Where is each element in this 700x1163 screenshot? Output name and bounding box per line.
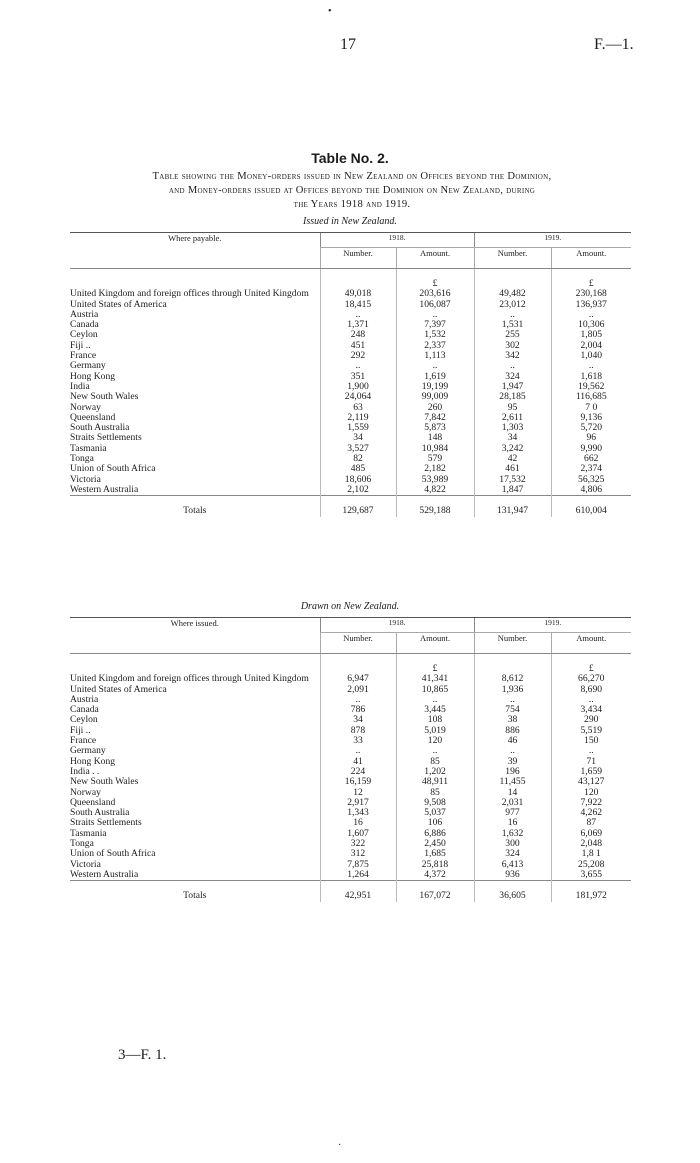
number-1918: 7,875 bbox=[320, 860, 396, 870]
number-header: Number. bbox=[474, 633, 551, 654]
number-1919: 1,936 bbox=[474, 685, 551, 695]
place-name: Victoria bbox=[70, 474, 101, 485]
number-1919: 34 bbox=[474, 433, 551, 443]
amount-1918: 19,199 bbox=[396, 382, 474, 392]
amount-1919: 66,270 bbox=[551, 674, 631, 684]
amount-1918: 99,009 bbox=[396, 392, 474, 402]
place-name: Germany bbox=[70, 361, 106, 372]
number-1918: 1,559 bbox=[320, 423, 396, 433]
number-1918: 2,119 bbox=[320, 413, 396, 423]
place-name: Tonga bbox=[70, 454, 94, 465]
amount-header: Amount. bbox=[551, 248, 631, 269]
number-1918: 33 bbox=[320, 736, 396, 746]
amount-1918: 1,685 bbox=[396, 849, 474, 859]
number-1919: 255 bbox=[474, 330, 551, 340]
number-1918: 2,917 bbox=[320, 798, 396, 808]
amount-1919: 136,937 bbox=[551, 300, 631, 310]
table-row bbox=[70, 485, 631, 496]
number-1919: .. bbox=[474, 695, 551, 705]
number-1919: 754 bbox=[474, 705, 551, 715]
amount-1919: 9,136 bbox=[551, 413, 631, 423]
place-name: Tasmania bbox=[70, 443, 107, 454]
place-name: Germany bbox=[70, 746, 106, 757]
amount-1919: 230,168 bbox=[551, 289, 631, 299]
totals-label: Totals bbox=[70, 881, 320, 902]
number-1918: 6,947 bbox=[320, 674, 396, 684]
place-name: Tasmania bbox=[70, 828, 107, 839]
number-1919: 28,185 bbox=[474, 392, 551, 402]
place-name: New South Wales bbox=[70, 392, 139, 403]
total-number-1919: 36,605 bbox=[474, 881, 551, 902]
place-name: France bbox=[70, 736, 97, 747]
place-name: United Kingdom and foreign offices through United Kingdom bbox=[70, 289, 309, 300]
number-1918: .. bbox=[320, 361, 396, 371]
place-name: Austria bbox=[70, 694, 99, 705]
pound-sign: £ bbox=[396, 269, 474, 290]
amount-1918: 5,873 bbox=[396, 423, 474, 433]
number-1918: 322 bbox=[320, 839, 396, 849]
amount-1919: 2,004 bbox=[551, 341, 631, 351]
amount-1918: 1,202 bbox=[396, 767, 474, 777]
number-1918: 24,064 bbox=[320, 392, 396, 402]
number-1919: 936 bbox=[474, 870, 551, 881]
number-1918: 1,371 bbox=[320, 320, 396, 330]
amount-1918: 25,818 bbox=[396, 860, 474, 870]
number-1919: 42 bbox=[474, 454, 551, 464]
amount-1919: 5,519 bbox=[551, 726, 631, 736]
number-1919: 38 bbox=[474, 715, 551, 725]
caption-line-2: and Money-orders issued at Offices beyond the Dominion on New Zealand, during bbox=[168, 185, 536, 196]
number-1918: 3,527 bbox=[320, 444, 396, 454]
amount-1918: 108 bbox=[396, 715, 474, 725]
page-mark: • bbox=[328, 6, 332, 17]
number-1919: .. bbox=[474, 310, 551, 320]
amount-1919: 6,069 bbox=[551, 829, 631, 839]
amount-1919: 2,374 bbox=[551, 464, 631, 474]
number-1919: 2,031 bbox=[474, 798, 551, 808]
place-name: Western Australia bbox=[70, 869, 139, 880]
amount-1919: .. bbox=[551, 361, 631, 371]
amount-1919: .. bbox=[551, 695, 631, 705]
number-1918: 1,900 bbox=[320, 382, 396, 392]
number-header: Number. bbox=[320, 633, 396, 654]
totals-row bbox=[70, 881, 631, 902]
amount-1919: 19,562 bbox=[551, 382, 631, 392]
place-name: Hong Kong bbox=[70, 371, 116, 382]
place-name: Norway bbox=[70, 402, 101, 413]
number-1918: 16,159 bbox=[320, 777, 396, 787]
amount-1918: 85 bbox=[396, 788, 474, 798]
amount-1919: 56,325 bbox=[551, 475, 631, 485]
amount-1919: 4,262 bbox=[551, 808, 631, 818]
amount-1919: 1,618 bbox=[551, 372, 631, 382]
place-name: Victoria bbox=[70, 859, 101, 870]
amount-1919: 290 bbox=[551, 715, 631, 725]
amount-1918: 48,911 bbox=[396, 777, 474, 787]
amount-1918: 7,397 bbox=[396, 320, 474, 330]
number-1918: 786 bbox=[320, 705, 396, 715]
totals-label: Totals bbox=[70, 496, 320, 517]
number-1919: 16 bbox=[474, 818, 551, 828]
number-1919: 49,482 bbox=[474, 289, 551, 299]
number-1918: 12 bbox=[320, 788, 396, 798]
amount-1919: 662 bbox=[551, 454, 631, 464]
number-1918: .. bbox=[320, 310, 396, 320]
amount-1918: 579 bbox=[396, 454, 474, 464]
amount-1918: 1,113 bbox=[396, 351, 474, 361]
table-row bbox=[70, 351, 631, 361]
amount-1918: 85 bbox=[396, 757, 474, 767]
amount-1919: 71 bbox=[551, 757, 631, 767]
place-name: Union of South Africa bbox=[70, 849, 156, 860]
table-row bbox=[70, 870, 631, 881]
currency-row bbox=[70, 269, 631, 290]
number-1919: 1,303 bbox=[474, 423, 551, 433]
place-name: Norway bbox=[70, 787, 101, 798]
amount-1918: 10,984 bbox=[396, 444, 474, 454]
number-1918: 49,018 bbox=[320, 289, 396, 299]
drawn-table bbox=[70, 617, 631, 902]
amount-1918: 260 bbox=[396, 403, 474, 413]
amount-1919: .. bbox=[551, 746, 631, 756]
year-1918-header: 1918. bbox=[320, 618, 474, 633]
amount-1918: 9,508 bbox=[396, 798, 474, 808]
amount-1919: 96 bbox=[551, 433, 631, 443]
number-1918: 34 bbox=[320, 715, 396, 725]
amount-1919: 120 bbox=[551, 788, 631, 798]
place-name: France bbox=[70, 351, 97, 362]
amount-1919: 9,990 bbox=[551, 444, 631, 454]
number-1919: 1,947 bbox=[474, 382, 551, 392]
number-1919: 8,612 bbox=[474, 674, 551, 684]
number-1919: .. bbox=[474, 361, 551, 371]
amount-1919: 8,690 bbox=[551, 685, 631, 695]
place-name: Fiji .. bbox=[70, 725, 91, 736]
amount-1918: 5,019 bbox=[396, 726, 474, 736]
number-1919: 977 bbox=[474, 808, 551, 818]
table-row bbox=[70, 746, 631, 756]
number-1919: 342 bbox=[474, 351, 551, 361]
number-1919: 324 bbox=[474, 849, 551, 859]
number-1919: 23,012 bbox=[474, 300, 551, 310]
table-row bbox=[70, 423, 631, 433]
number-1918: .. bbox=[320, 695, 396, 705]
amount-1919: 1,659 bbox=[551, 767, 631, 777]
amount-1918: 7,842 bbox=[396, 413, 474, 423]
number-1919: 17,532 bbox=[474, 475, 551, 485]
number-1919: 3,242 bbox=[474, 444, 551, 454]
place-name: Western Australia bbox=[70, 484, 139, 495]
pound-sign: £ bbox=[551, 654, 631, 675]
page-mark: · bbox=[338, 1140, 342, 1151]
amount-1919: 10,306 bbox=[551, 320, 631, 330]
amount-1918: 2,337 bbox=[396, 341, 474, 351]
amount-1918: 2,182 bbox=[396, 464, 474, 474]
amount-1919: .. bbox=[551, 310, 631, 320]
number-1918: 34 bbox=[320, 433, 396, 443]
amount-1918: 106,087 bbox=[396, 300, 474, 310]
year-1919-header: 1919. bbox=[474, 233, 631, 248]
number-1918: 292 bbox=[320, 351, 396, 361]
amount-header: Amount. bbox=[396, 633, 474, 654]
amount-1919: 3,434 bbox=[551, 705, 631, 715]
document-reference: F.—1. bbox=[594, 36, 634, 53]
amount-1918: 106 bbox=[396, 818, 474, 828]
number-1918: 41 bbox=[320, 757, 396, 767]
caption-line-3: the Years 1918 and 1919. bbox=[293, 199, 411, 210]
pound-sign: £ bbox=[551, 269, 631, 290]
amount-1918: 5,037 bbox=[396, 808, 474, 818]
number-1919: 39 bbox=[474, 757, 551, 767]
amount-1918: 53,989 bbox=[396, 475, 474, 485]
number-1918: 224 bbox=[320, 767, 396, 777]
number-1918: 16 bbox=[320, 818, 396, 828]
number-1918: .. bbox=[320, 746, 396, 756]
place-name: United Kingdom and foreign offices through United Kingdom bbox=[70, 674, 309, 685]
total-amount-1919: 181,972 bbox=[551, 881, 631, 902]
amount-1918: 1,532 bbox=[396, 330, 474, 340]
amount-1919: 25,208 bbox=[551, 860, 631, 870]
number-1919: 1,531 bbox=[474, 320, 551, 330]
place-name: India . . bbox=[70, 766, 100, 777]
place-name: United States of America bbox=[70, 684, 167, 695]
drawn-subtitle: Drawn on New Zealand. bbox=[300, 601, 400, 612]
number-1919: 46 bbox=[474, 736, 551, 746]
page-footer: 3—F. 1. bbox=[118, 1047, 167, 1063]
number-1919: 1,632 bbox=[474, 829, 551, 839]
table-title: Table No. 2. bbox=[311, 150, 389, 166]
amount-1919: 1,805 bbox=[551, 330, 631, 340]
totals-row bbox=[70, 496, 631, 517]
number-1918: 1,343 bbox=[320, 808, 396, 818]
number-1918: 248 bbox=[320, 330, 396, 340]
place-name: Hong Kong bbox=[70, 756, 116, 767]
number-1919: 300 bbox=[474, 839, 551, 849]
place-name: United States of America bbox=[70, 299, 167, 310]
amount-1918: 3,445 bbox=[396, 705, 474, 715]
where-issued-header: Where issued. bbox=[70, 618, 320, 654]
amount-1919: 7 0 bbox=[551, 403, 631, 413]
amount-1918: 6,886 bbox=[396, 829, 474, 839]
number-1918: 351 bbox=[320, 372, 396, 382]
currency-row bbox=[70, 654, 631, 675]
amount-1918: 4,822 bbox=[396, 485, 474, 496]
number-1918: 63 bbox=[320, 403, 396, 413]
number-1919: 302 bbox=[474, 341, 551, 351]
place-name: Tonga bbox=[70, 839, 94, 850]
amount-1918: .. bbox=[396, 746, 474, 756]
table-row bbox=[70, 444, 631, 454]
amount-1919: 150 bbox=[551, 736, 631, 746]
number-header: Number. bbox=[474, 248, 551, 269]
amount-1918: 4,372 bbox=[396, 870, 474, 881]
amount-1919: 1,040 bbox=[551, 351, 631, 361]
amount-1918: 1,619 bbox=[396, 372, 474, 382]
amount-1918: 203,616 bbox=[396, 289, 474, 299]
number-1918: 2,091 bbox=[320, 685, 396, 695]
amount-1918: 148 bbox=[396, 433, 474, 443]
number-1918: 18,415 bbox=[320, 300, 396, 310]
place-name: India bbox=[70, 381, 90, 392]
number-1918: 485 bbox=[320, 464, 396, 474]
where-payable-header: Where payable. bbox=[70, 233, 320, 269]
number-1919: 6,413 bbox=[474, 860, 551, 870]
number-1918: 312 bbox=[320, 849, 396, 859]
total-amount-1919: 610,004 bbox=[551, 496, 631, 517]
number-1919: 95 bbox=[474, 403, 551, 413]
total-number-1919: 131,947 bbox=[474, 496, 551, 517]
place-name: New South Wales bbox=[70, 777, 139, 788]
table-row bbox=[70, 392, 631, 402]
number-1919: .. bbox=[474, 746, 551, 756]
issued-subtitle: Issued in New Zealand. bbox=[303, 216, 397, 227]
number-1918: 82 bbox=[320, 454, 396, 464]
amount-1919: 7,922 bbox=[551, 798, 631, 808]
table-caption bbox=[72, 170, 632, 212]
amount-1919: 1,8 1 bbox=[551, 849, 631, 859]
table-row bbox=[70, 705, 631, 715]
amount-1918: 120 bbox=[396, 736, 474, 746]
amount-1918: 41,341 bbox=[396, 674, 474, 684]
year-1918-header: 1918. bbox=[320, 233, 474, 248]
place-name: Ceylon bbox=[70, 330, 98, 341]
caption-line-1: Table showing the Money-orders issued in New Zealand on Offices beyond the Dominion, bbox=[152, 171, 552, 182]
amount-1919: 3,655 bbox=[551, 870, 631, 881]
pound-sign: £ bbox=[396, 654, 474, 675]
page-number: 17 bbox=[340, 36, 356, 53]
place-name: Fiji .. bbox=[70, 340, 91, 351]
place-name: Straits Settlements bbox=[70, 433, 142, 444]
number-1919: 461 bbox=[474, 464, 551, 474]
year-1919-header: 1919. bbox=[474, 618, 631, 633]
number-header: Number. bbox=[320, 248, 396, 269]
amount-1919: 5,720 bbox=[551, 423, 631, 433]
table-row bbox=[70, 808, 631, 818]
table-row bbox=[70, 685, 631, 695]
place-name: Straits Settlements bbox=[70, 818, 142, 829]
amount-1918: .. bbox=[396, 695, 474, 705]
total-amount-1918: 529,188 bbox=[396, 496, 474, 517]
amount-1918: 2,450 bbox=[396, 839, 474, 849]
place-name: South Australia bbox=[70, 423, 130, 434]
amount-1918: .. bbox=[396, 310, 474, 320]
issued-table bbox=[70, 232, 631, 517]
number-1918: 18,606 bbox=[320, 475, 396, 485]
total-number-1918: 42,951 bbox=[320, 881, 396, 902]
number-1919: 324 bbox=[474, 372, 551, 382]
amount-1919: 116,685 bbox=[551, 392, 631, 402]
place-name: South Australia bbox=[70, 808, 130, 819]
number-1918: 878 bbox=[320, 726, 396, 736]
table-row bbox=[70, 736, 631, 746]
number-1918: 1,607 bbox=[320, 829, 396, 839]
amount-1918: .. bbox=[396, 361, 474, 371]
number-1919: 1,847 bbox=[474, 485, 551, 496]
amount-1919: 4,806 bbox=[551, 485, 631, 496]
amount-1919: 87 bbox=[551, 818, 631, 828]
number-1919: 11,455 bbox=[474, 777, 551, 787]
number-1918: 451 bbox=[320, 341, 396, 351]
number-1919: 886 bbox=[474, 726, 551, 736]
number-1918: 2,102 bbox=[320, 485, 396, 496]
place-name: Canada bbox=[70, 705, 99, 716]
place-name: Union of South Africa bbox=[70, 464, 156, 475]
number-1918: 1,264 bbox=[320, 870, 396, 881]
place-name: Queensland bbox=[70, 797, 116, 808]
place-name: Canada bbox=[70, 320, 99, 331]
total-number-1918: 129,687 bbox=[320, 496, 396, 517]
amount-header: Amount. bbox=[551, 633, 631, 654]
place-name: Ceylon bbox=[70, 715, 98, 726]
amount-1919: 43,127 bbox=[551, 777, 631, 787]
place-name: Queensland bbox=[70, 412, 116, 423]
amount-header: Amount. bbox=[396, 248, 474, 269]
number-1919: 14 bbox=[474, 788, 551, 798]
number-1919: 2,611 bbox=[474, 413, 551, 423]
number-1919: 196 bbox=[474, 767, 551, 777]
place-name: Austria bbox=[70, 309, 99, 320]
amount-1918: 10,865 bbox=[396, 685, 474, 695]
total-amount-1918: 167,072 bbox=[396, 881, 474, 902]
table-row bbox=[70, 726, 631, 736]
table-row bbox=[70, 300, 631, 310]
table-row bbox=[70, 777, 631, 787]
amount-1919: 2,048 bbox=[551, 839, 631, 849]
